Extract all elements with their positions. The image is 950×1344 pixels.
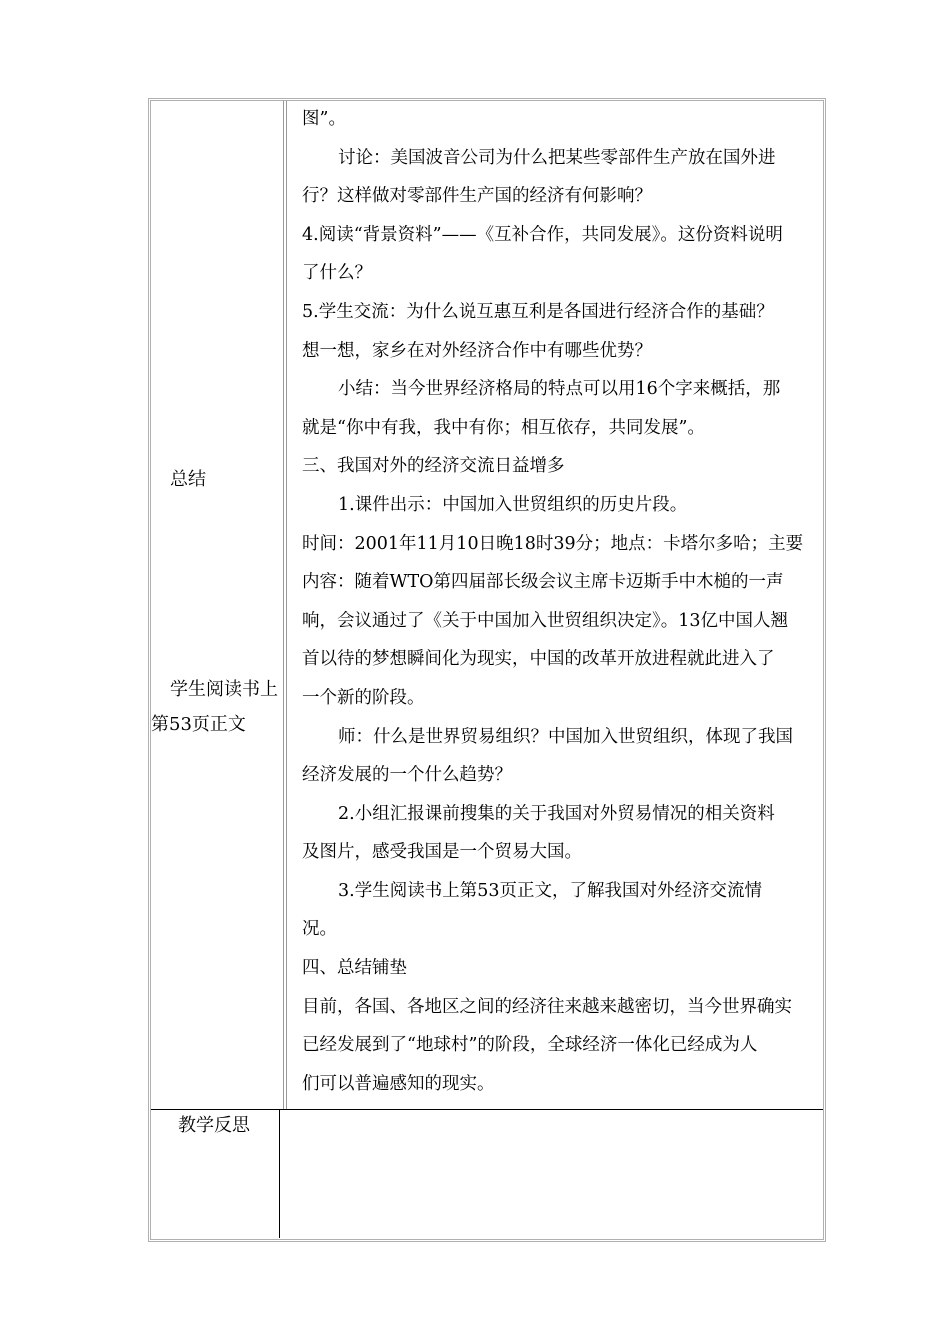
content-line: 3.学生阅读书上第53页正文，了解我国对外经济交流情	[338, 880, 762, 901]
content-line: 讨论：美国波音公司为什么把某些零部件生产放在国外进	[338, 147, 776, 168]
content-line: 了什么？	[302, 263, 372, 284]
content-line: 经济发展的一个什么趋势？	[302, 765, 512, 786]
content-line: 四、总结铺垫	[302, 958, 407, 979]
content-line: 一个新的阶段。	[302, 687, 425, 708]
reading-label-line2: 第53页正文	[151, 714, 246, 735]
content-line: 况。	[302, 919, 337, 940]
content-line: 师：什么是世界贸易组织？中国加入世贸组织，体现了我国	[338, 726, 793, 747]
content-line: 时间：2001年11月10日晚18时39分；地点：卡塔尔多哈；主要	[302, 533, 804, 554]
content-line: 小结：当今世界经济格局的特点可以用16个字来概括，那	[338, 379, 781, 400]
row-divider	[151, 1109, 823, 1110]
summary-label: 总结	[170, 469, 206, 490]
content-line: 1.课件出示：中国加入世贸组织的历史片段。	[338, 494, 688, 515]
content-line: 内容：随着WTO第四届部长级会议主席卡迈斯手中木槌的一声	[302, 572, 784, 593]
reflection-column-divider	[279, 1110, 280, 1238]
column-divider	[283, 101, 287, 1110]
content-line: 图”。	[302, 109, 346, 129]
content-line: 想一想，家乡在对外经济合作中有哪些优势？	[302, 340, 652, 361]
reflection-label: 教学反思	[178, 1115, 250, 1136]
content-line: 4.阅读“背景资料”——《互补合作，共同发展》。这份资料说明	[302, 224, 783, 245]
reflection-content	[290, 1115, 820, 1235]
content-line: 就是“你中有我，我中有你；相互依存，共同发展”。	[302, 417, 705, 438]
content-line: 及图片，感受我国是一个贸易大国。	[302, 842, 582, 863]
content-line: 响，会议通过了《关于中国加入世贸组织决定》。13亿中国人翘	[302, 610, 789, 631]
content-line: 行？这样做对零部件生产国的经济有何影响？	[302, 186, 652, 207]
content-line: 三、我国对外的经济交流日益增多	[302, 456, 565, 477]
content-line: 们可以普遍感知的现实。	[302, 1073, 495, 1094]
content-line: 2.小组汇报课前搜集的关于我国对外贸易情况的相关资料	[338, 803, 775, 824]
content-line: 目前，各国、各地区之间的经济往来越来越密切，当今世界确实	[302, 996, 792, 1017]
lesson-content	[302, 100, 826, 1103]
content-line: 首以待的梦想瞬间化为现实，中国的改革开放进程就此进入了	[302, 649, 775, 670]
reading-label-line1: 学生阅读书上	[170, 679, 278, 700]
content-line: 5.学生交流：为什么说互惠互利是各国进行经济合作的基础？	[302, 301, 774, 322]
content-line: 已经发展到了“地球村”的阶段，全球经济一体化已经成为人	[302, 1035, 758, 1056]
